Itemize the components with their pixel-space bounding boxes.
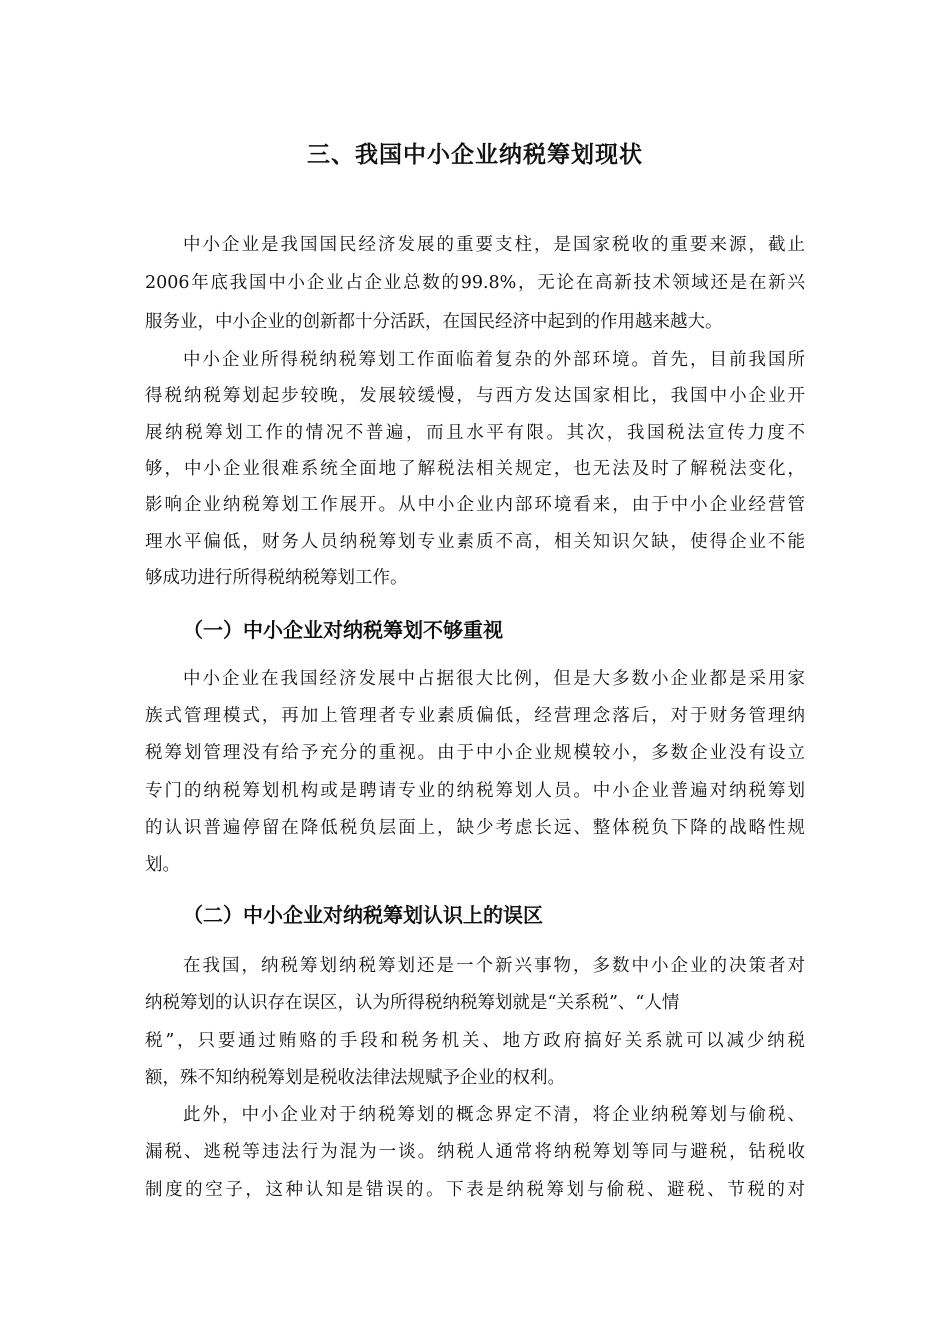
paragraph-4-line-1: 在我国，纳税筹划纳税筹划还是一个新兴事物，多数中小企业的决策者对 — [183, 956, 805, 976]
paragraph-3-line-1: 中小企业在我国经济发展中占据很大比例，但是大多数小企业都是采用家 — [183, 669, 805, 689]
paragraph-5-line-2: 漏税、逃税等违法行为混为一谈。纳税人通常将纳税筹划等同与避税，钻税收 — [145, 1142, 805, 1162]
paragraph-1-line-3: 服务业，中小企业的创新都十分活跃，在国民经济中起到的作用越来越大。 — [145, 312, 723, 332]
paragraph-3-line-5: 的认识普遍停留在降低税负层面上，缺少考虑长远、整体税负下降的战略性规 — [145, 818, 805, 838]
paragraph-2-line-6: 理水平偏低，财务人员纳税筹划专业素质不高，相关知识欠缺，使得企业不能 — [145, 532, 805, 552]
paragraph-4-line-2: 纳税筹划的认识存在误区，认为所得税纳税筹划就是“关系税”、“人情 — [145, 993, 680, 1013]
paragraph-4-line-3: 税”，只要通过贿赂的手段和税务机关、地方政府搞好关系就可以减少纳税 — [145, 1031, 805, 1051]
paragraph-2-line-2: 得税纳税筹划起步较晚，发展较缓慢，与西方发达国家相比，我国中小企业开 — [145, 386, 805, 406]
paragraph-1-line-1: 中小企业是我国国民经济发展的重要支柱，是国家税收的重要来源，截止 — [183, 235, 805, 255]
paragraph-5-line-1: 此外，中小企业对于纳税筹划的概念界定不清，将企业纳税筹划与偷税、 — [183, 1105, 805, 1125]
section-heading-2: （二）中小企业对纳税筹划认识上的误区 — [183, 903, 543, 927]
paragraph-2-line-3: 展纳税筹划工作的情况不普遍，而且水平有限。其次，我国税法宣传力度不 — [145, 423, 805, 443]
paragraph-3-line-3: 税筹划管理没有给予充分的重视。由于中小企业规模较小，多数企业没有设立 — [145, 743, 805, 763]
paragraph-3-line-4: 专门的纳税筹划机构或是聘请专业的纳税筹划人员。中小企业普遍对纳税筹划 — [145, 781, 805, 801]
paragraph-2-line-5: 影响企业纳税筹划工作展开。从中小企业内部环境看来，由于中小企业经营管 — [145, 495, 805, 515]
paragraph-1-line-2: 2006年底我国中小企业占企业总数的99.8%，无论在高新技术领域还是在新兴 — [145, 273, 805, 293]
paragraph-2-line-7: 够成功进行所得税纳税筹划工作。 — [145, 568, 408, 588]
paragraph-3-line-6: 划。 — [145, 855, 180, 875]
paragraph-3-line-2: 族式管理模式，再加上管理者专业素质偏低，经营理念落后，对于财务管理纳 — [145, 706, 805, 726]
page-title: 三、我国中小企业纳税筹划现状 — [307, 142, 643, 168]
paragraph-5-line-3: 制度的空子，这种认知是错误的。下表是纳税筹划与偷税、避税、节税的对 — [145, 1180, 805, 1200]
paragraph-2-line-4: 够，中小企业很难系统全面地了解税法相关规定，也无法及时了解税法变化， — [145, 459, 805, 479]
paragraph-2-line-1: 中小企业所得税纳税筹划工作面临着复杂的外部环境。首先，目前我国所 — [183, 350, 805, 370]
section-heading-1: （一）中小企业对纳税筹划不够重视 — [183, 618, 503, 642]
paragraph-4-line-4: 额，殊不知纳税筹划是税收法律法规赋予企业的权利。 — [145, 1068, 565, 1088]
